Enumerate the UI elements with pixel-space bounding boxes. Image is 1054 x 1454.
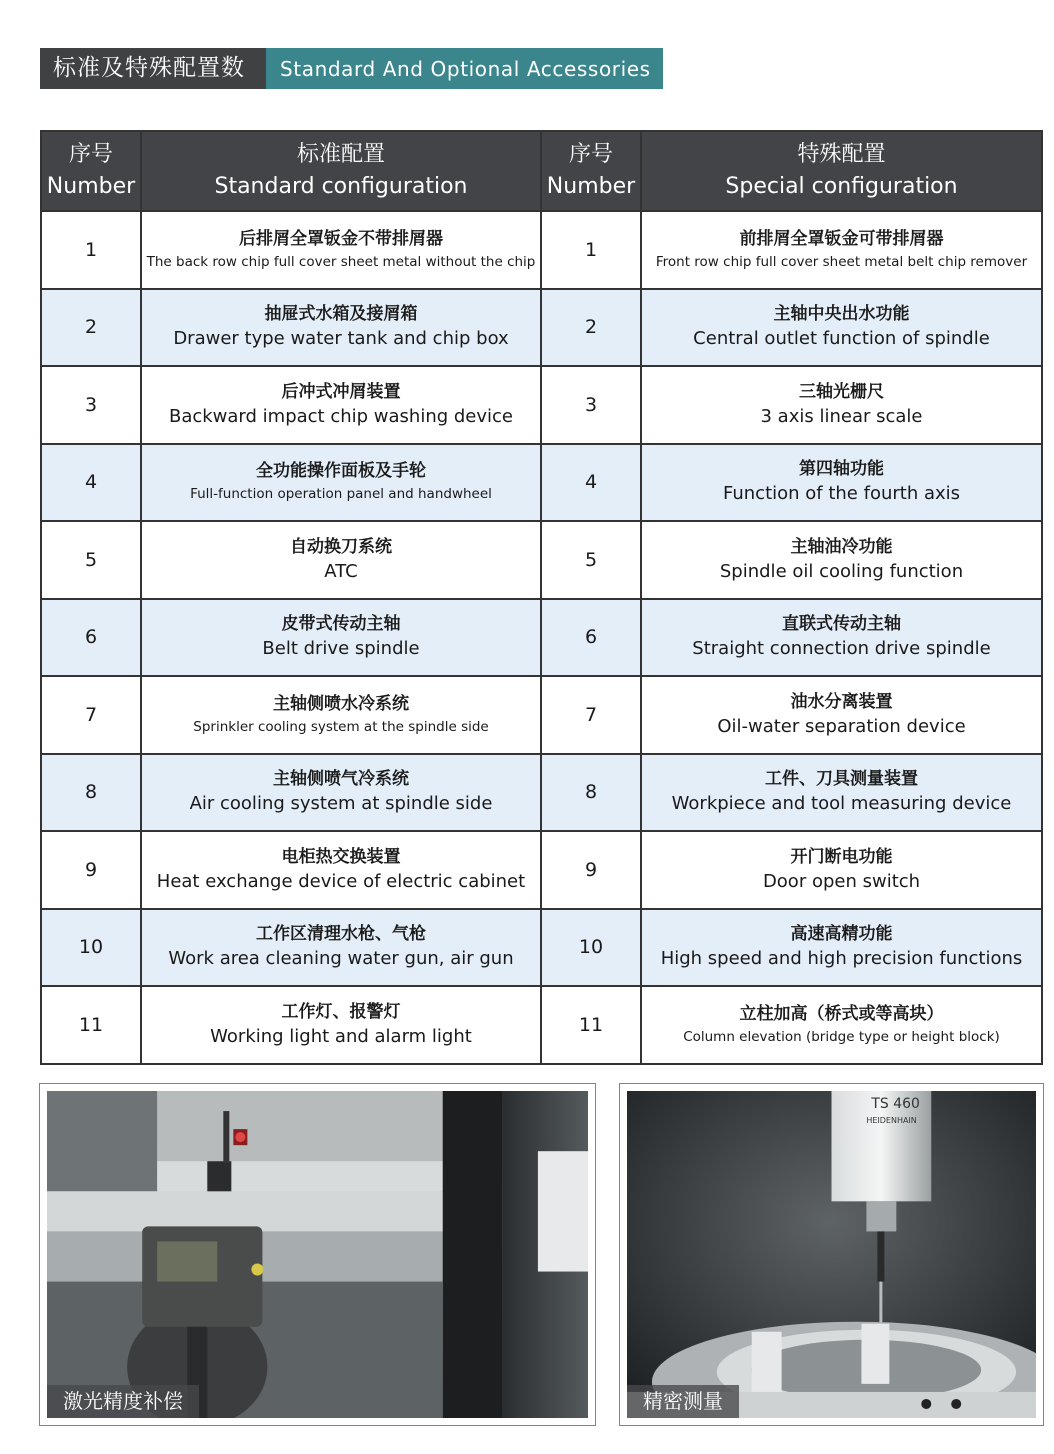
special-config-cn: 主轴油冷功能 bbox=[790, 536, 893, 557]
special-config-en: Front row chip full cover sheet metal belt chip remover bbox=[655, 253, 1028, 270]
standard-number: 6 bbox=[84, 626, 98, 649]
standard-number-cell bbox=[41, 676, 141, 754]
special-number: 1 bbox=[584, 238, 598, 261]
special-number: 3 bbox=[584, 393, 598, 416]
special-number-cell bbox=[541, 909, 641, 987]
table-row bbox=[41, 986, 1042, 1064]
table-row bbox=[41, 909, 1042, 987]
standard-config-cell bbox=[141, 676, 541, 754]
standard-config-en: Work area cleaning water gun, air gun bbox=[168, 948, 514, 970]
laser-interferometer-image bbox=[47, 1091, 588, 1418]
header-special bbox=[641, 131, 1042, 211]
precision-measurement-photo bbox=[627, 1091, 1036, 1418]
section-banner bbox=[40, 48, 663, 89]
standard-number-cell bbox=[41, 289, 141, 367]
special-config-en: Spindle oil cooling function bbox=[719, 560, 964, 582]
laser-compensation-photo bbox=[47, 1091, 588, 1418]
standard-config-cell bbox=[141, 754, 541, 832]
header-standard bbox=[141, 131, 541, 211]
special-config-en: Column elevation (bridge type or height block) bbox=[683, 1028, 1000, 1045]
standard-config-cn: 主轴侧喷气冷系统 bbox=[273, 769, 409, 790]
standard-number-cell bbox=[41, 831, 141, 909]
standard-config-cell bbox=[141, 289, 541, 367]
standard-config-cell bbox=[141, 831, 541, 909]
special-number-cell bbox=[541, 521, 641, 599]
special-config-en: Central outlet function of spindle bbox=[693, 328, 990, 350]
special-config-cell bbox=[641, 599, 1042, 677]
header-number-cn: 序号 bbox=[68, 142, 113, 167]
special-number: 2 bbox=[584, 316, 598, 339]
special-config-cn: 三轴光栅尺 bbox=[799, 381, 884, 402]
special-number-cell bbox=[541, 289, 641, 367]
standard-config-en: Sprinkler cooling system at the spindle side bbox=[193, 718, 489, 735]
standard-number-cell bbox=[41, 366, 141, 444]
standard-config-cell bbox=[141, 909, 541, 987]
standard-config-en: Air cooling system at spindle side bbox=[189, 793, 493, 815]
standard-number-cell bbox=[41, 444, 141, 522]
standard-config-en: The back row chip full cover sheet metal without the chip bbox=[146, 253, 536, 270]
table-body bbox=[41, 211, 1042, 1064]
laser-compensation-photo-frame bbox=[39, 1083, 596, 1426]
touch-probe-image bbox=[627, 1091, 1036, 1418]
standard-number-cell bbox=[41, 211, 141, 289]
special-config-cn: 前排屑全罩钣金可带排屑器 bbox=[739, 228, 944, 249]
special-config-cn: 工件、刀具测量装置 bbox=[765, 769, 918, 790]
standard-config-en: Working light and alarm light bbox=[210, 1025, 472, 1047]
special-config-en: Function of the fourth axis bbox=[722, 483, 961, 505]
standard-config-cell bbox=[141, 444, 541, 522]
standard-number: 5 bbox=[84, 548, 98, 571]
standard-number-cell bbox=[41, 754, 141, 832]
standard-config-en: Full-function operation panel and handwheel bbox=[190, 486, 492, 503]
special-config-cn: 油水分离装置 bbox=[790, 691, 893, 712]
special-number: 7 bbox=[584, 703, 598, 726]
special-config-cell bbox=[641, 909, 1042, 987]
special-number: 11 bbox=[578, 1013, 604, 1036]
special-config-cell bbox=[641, 521, 1042, 599]
special-number: 6 bbox=[584, 626, 598, 649]
special-config-cn: 直联式传动主轴 bbox=[782, 614, 901, 635]
right-photo-caption: 精密测量 bbox=[627, 1385, 739, 1418]
special-config-cell bbox=[641, 754, 1042, 832]
header-special-en: Special configuration bbox=[725, 174, 958, 199]
header-special-cn: 特殊配置 bbox=[797, 142, 886, 167]
special-number-cell bbox=[541, 754, 641, 832]
special-number: 9 bbox=[584, 858, 598, 881]
standard-config-cn: 皮带式传动主轴 bbox=[281, 614, 401, 635]
table-row bbox=[41, 676, 1042, 754]
special-number-cell bbox=[541, 444, 641, 522]
special-number-cell bbox=[541, 211, 641, 289]
special-config-cn: 开门断电功能 bbox=[790, 846, 893, 867]
header-number-special bbox=[541, 131, 641, 211]
header-number-standard bbox=[41, 131, 141, 211]
table-row bbox=[41, 831, 1042, 909]
special-config-cn: 第四轴功能 bbox=[799, 459, 884, 480]
standard-config-cn: 电柜热交换装置 bbox=[281, 846, 401, 867]
standard-config-cell bbox=[141, 366, 541, 444]
standard-number: 7 bbox=[84, 703, 98, 726]
standard-number-cell bbox=[41, 909, 141, 987]
special-number-cell bbox=[541, 831, 641, 909]
standard-config-en: ATC bbox=[324, 560, 358, 582]
standard-config-cn: 全功能操作面板及手轮 bbox=[256, 461, 426, 482]
special-config-cell bbox=[641, 676, 1042, 754]
header-number-en: Number bbox=[546, 174, 636, 199]
standard-config-cell bbox=[141, 211, 541, 289]
probe-brand-label: HEIDENHAIN bbox=[866, 1116, 917, 1126]
standard-config-en: Drawer type water tank and chip box bbox=[173, 328, 509, 350]
special-number-cell bbox=[541, 366, 641, 444]
table-row bbox=[41, 366, 1042, 444]
special-config-cell bbox=[641, 831, 1042, 909]
special-number-cell bbox=[541, 986, 641, 1064]
standard-number: 9 bbox=[84, 858, 98, 881]
special-number: 8 bbox=[584, 781, 598, 804]
special-config-cell bbox=[641, 211, 1042, 289]
standard-config-cn: 工作灯、报警灯 bbox=[281, 1001, 401, 1022]
special-config-en: Oil-water separation device bbox=[717, 715, 966, 737]
table-row bbox=[41, 521, 1042, 599]
standard-config-cn: 自动换刀系统 bbox=[290, 536, 392, 557]
header-number-en: Number bbox=[46, 174, 136, 199]
standard-config-cell bbox=[141, 599, 541, 677]
header-standard-cn: 标准配置 bbox=[296, 142, 385, 167]
standard-number-cell bbox=[41, 521, 141, 599]
standard-config-cn: 后排屑全罩钣金不带排屑器 bbox=[239, 228, 443, 249]
special-config-en: Workpiece and tool measuring device bbox=[671, 793, 1012, 815]
standard-config-en: Belt drive spindle bbox=[262, 638, 420, 660]
probe-model-label: TS 460 bbox=[871, 1096, 920, 1113]
standard-number: 11 bbox=[78, 1013, 104, 1036]
special-number: 5 bbox=[584, 548, 598, 571]
standard-number: 2 bbox=[84, 316, 98, 339]
special-config-en: 3 axis linear scale bbox=[760, 405, 923, 427]
standard-number: 3 bbox=[84, 393, 98, 416]
special-number-cell bbox=[541, 676, 641, 754]
standard-number: 4 bbox=[84, 471, 98, 494]
standard-config-cn: 工作区清理水枪、气枪 bbox=[256, 924, 426, 945]
standard-config-cell bbox=[141, 986, 541, 1064]
special-number: 10 bbox=[578, 936, 604, 959]
header-standard-en: Standard configuration bbox=[214, 174, 468, 199]
precision-measurement-photo-frame bbox=[619, 1083, 1044, 1426]
table-row bbox=[41, 754, 1042, 832]
standard-number: 8 bbox=[84, 781, 98, 804]
standard-number: 10 bbox=[78, 936, 104, 959]
header-number-cn: 序号 bbox=[568, 142, 613, 167]
special-config-cell bbox=[641, 289, 1042, 367]
accessories-table bbox=[40, 130, 1043, 1065]
special-config-cn: 主轴中央出水功能 bbox=[773, 304, 910, 325]
table-header-row bbox=[41, 131, 1042, 211]
special-config-cn: 高速高精功能 bbox=[790, 924, 893, 945]
special-number-cell bbox=[541, 599, 641, 677]
standard-number: 1 bbox=[84, 238, 98, 261]
table-row bbox=[41, 211, 1042, 289]
standard-config-cn: 主轴侧喷水冷系统 bbox=[273, 693, 409, 714]
table-row bbox=[41, 289, 1042, 367]
special-config-en: Door open switch bbox=[762, 870, 921, 892]
special-config-cn: 立柱加高（桥式或等高块） bbox=[739, 1003, 944, 1024]
left-photo-caption: 激光精度补偿 bbox=[47, 1385, 199, 1418]
standard-number-cell bbox=[41, 599, 141, 677]
special-config-cell bbox=[641, 986, 1042, 1064]
special-config-en: High speed and high precision functions bbox=[660, 948, 1023, 970]
standard-config-cell bbox=[141, 521, 541, 599]
standard-config-cn: 抽屉式水箱及接屑箱 bbox=[264, 304, 418, 325]
special-config-cell bbox=[641, 366, 1042, 444]
banner-title-en: Standard And Optional Accessories bbox=[266, 48, 663, 89]
standard-config-cn: 后冲式冲屑装置 bbox=[281, 381, 401, 402]
standard-number-cell bbox=[41, 986, 141, 1064]
standard-config-en: Backward impact chip washing device bbox=[168, 405, 514, 427]
standard-config-en: Heat exchange device of electric cabinet bbox=[156, 870, 526, 892]
table-row bbox=[41, 444, 1042, 522]
special-config-cell bbox=[641, 444, 1042, 522]
special-number: 4 bbox=[584, 471, 598, 494]
special-config-en: Straight connection drive spindle bbox=[692, 638, 991, 660]
table-row bbox=[41, 599, 1042, 677]
banner-title-cn: 标准及特殊配置数 bbox=[40, 48, 266, 89]
